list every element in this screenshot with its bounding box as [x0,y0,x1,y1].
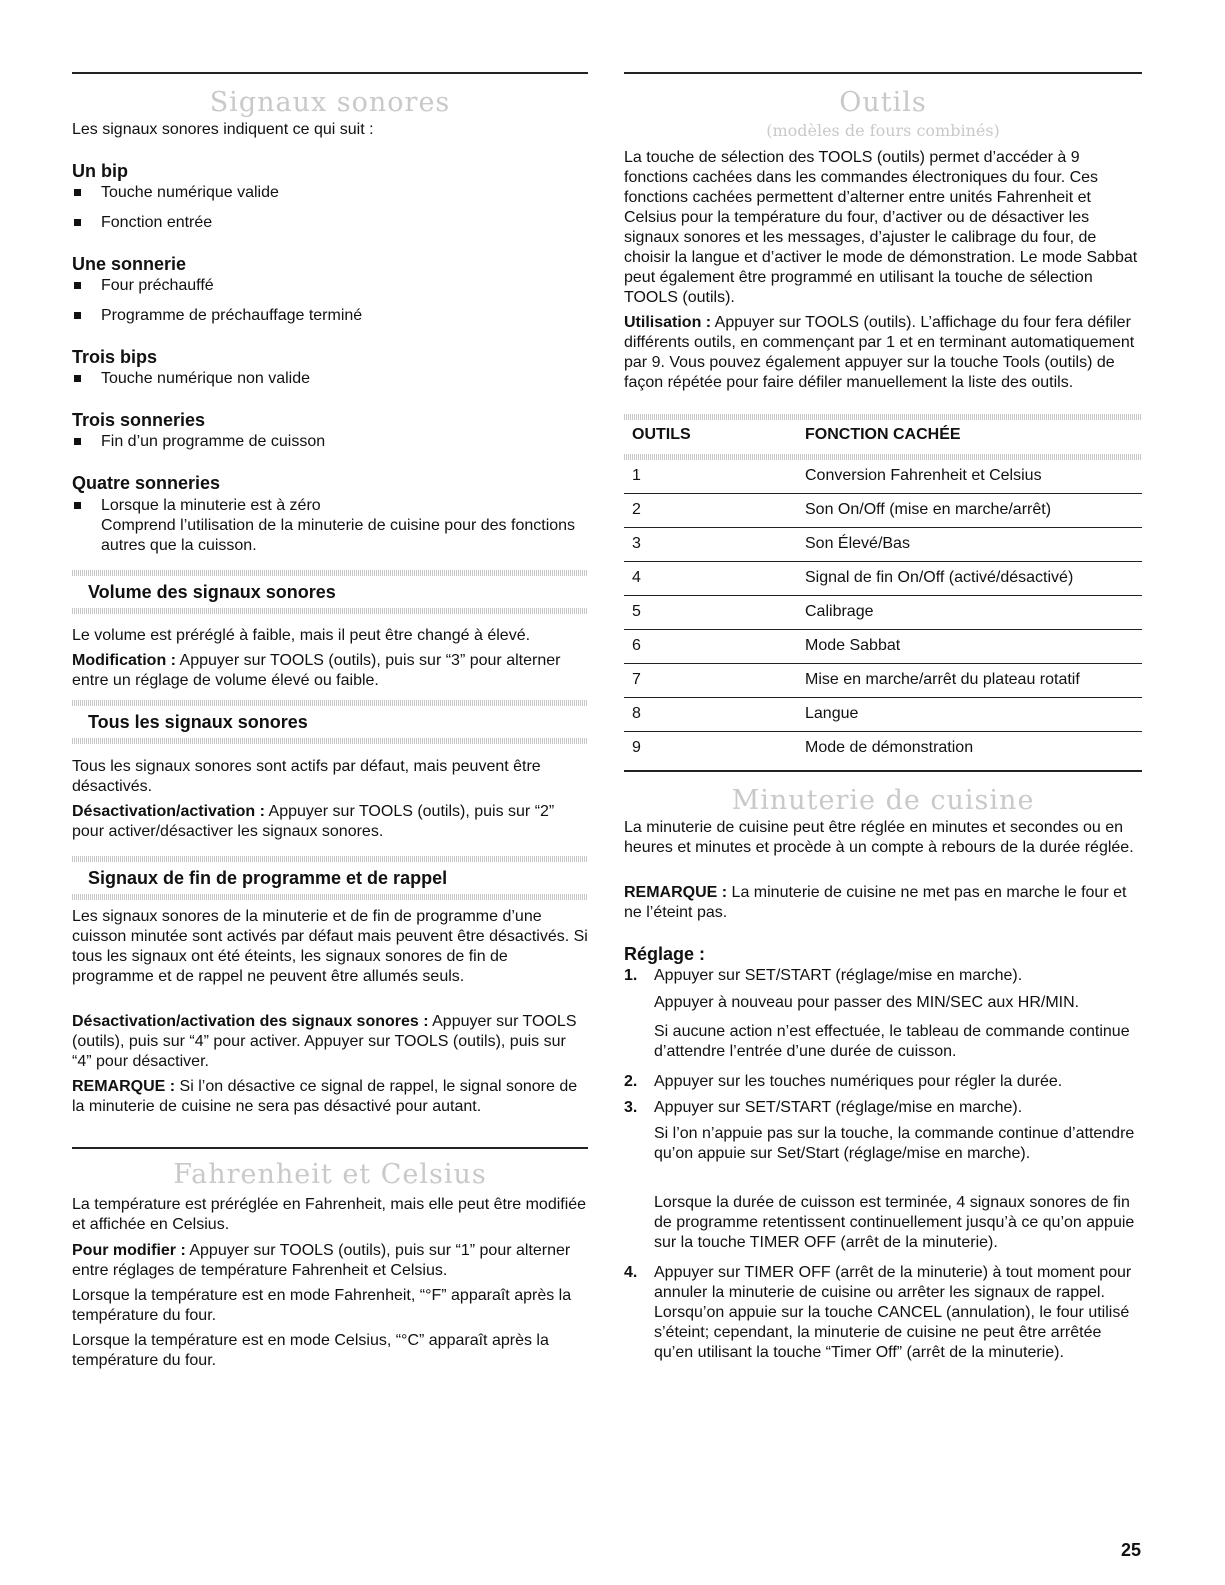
step-text: Appuyer sur SET/START (réglage/mise en marche). [654,1099,1023,1116]
fahrenheit-p4: Lorsque la température est en mode Celsius, “°C” apparaît après la température du four. [72,1332,549,1369]
step-detail: Appuyer à nouveau pour passer des MIN/SEC aux HR/MIN. [654,994,1080,1011]
fin-p1: Les signaux sonores de la minuterie et de fin de programme d’une cuisson minutée sont activés par défaut mais peuvent être désactivés. Si tous les signaux ont été éteints, les signaux sonores de fin de programme et de rappel ne peuvent être allumés seuls. [72,908,588,985]
table-row: 5 Calibrage [624,596,1142,630]
section-rule [624,770,1142,772]
hatch-divider [72,738,588,744]
reglage-heading: Réglage : [624,944,706,964]
header-outils: OUTILS [632,426,691,443]
group-heading-trois-bips: Trois bips [72,347,158,367]
section-rule [624,72,1142,74]
table-row: 1 Conversion Fahrenheit et Celsius [624,460,1142,494]
minuterie-title: Minuterie de cuisine [731,785,1035,816]
fahrenheit-title: Fahrenheit et Celsius [173,1159,487,1190]
group-heading-un-bip: Un bip [72,161,128,181]
signaux-intro: Les signaux sonores indiquent ce qui suit : [72,121,374,138]
volume-p2: Modification : Appuyer sur TOOLS (outils), puis sur “3” pour alterner entre un réglage de volume élevé ou faible. [72,652,561,689]
page-number: 25 [1120,1540,1141,1560]
list-item-detail: Comprend l’utilisation de la minuterie de cuisine pour des fonctions autres que la cuisson. [101,517,576,554]
minuterie-p2: REMARQUE : La minuterie de cuisine ne met pas en marche le four et ne l’éteint pas. [624,884,1127,921]
tools-table [624,414,1142,765]
outils-title: Outils [839,87,927,118]
outils-subtitle: (modèles de fours combinés) [766,121,1000,140]
tous-subheading: Tous les signaux sonores [72,700,588,744]
bullet-square-icon [74,219,81,226]
volume-p1: Le volume est préréglé à faible, mais il peut être changé à élevé. [72,627,531,644]
step-detail: Lorsque la durée de cuisson est terminée, 4 signaux sonores de fin de programme retentissent continuellement jusqu’à ce qu’on appuie sur la touche TIMER OFF (arrêt de la minuterie). [654,1194,1135,1251]
outils-p2: Utilisation : Appuyer sur TOOLS (outils). L’affichage du four fera défiler différents outils, en commençant par 1 et en terminant automatiquement par 9. Vous pouvez également appuyer sur la touche Tools (outils) de façon répétée pour faire défiler manuellement la liste des outils. [624,314,1135,391]
fahrenheit-p3: Lorsque la température est en mode Fahrenheit, “°F” apparaît après la température du four. [72,1287,572,1324]
step-detail: Si l’on n’appuie pas sur la touche, la commande continue d’attendre qu’on appuie sur Set/Start (réglage/mise en marche). [654,1125,1135,1162]
hatch-divider [72,608,588,614]
table-row: 7 Mise en marche/arrêt du plateau rotatif [624,664,1142,698]
table-row: 6 Mode Sabbat [624,630,1142,664]
fin-subheading: Signaux de fin de programme et de rappel [72,856,588,900]
group-heading-quatre-sonneries: Quatre sonneries [72,473,221,493]
fahrenheit-p2: Pour modifier : Appuyer sur TOOLS (outils), puis sur “1” pour alterner entre réglages de température Fahrenheit et Celsius. [72,1242,571,1279]
bullet-square-icon [74,438,81,445]
group-heading-une-sonnerie: Une sonnerie [72,254,187,274]
bullet-square-icon [74,282,81,289]
table-row: 9 Mode de démonstration [632,739,974,756]
step-text: Appuyer sur TIMER OFF (arrêt de la minuterie) à tout moment pour annuler la minuterie de cuisine ou arrêter les signaux de rappel. Lorsqu’on appuie sur la touche CANCEL (annulation), le four utilisé s’éteint; cependant, la minuterie de cuisine ne peut être arrêtée qu’en utilisant la touche “Timer Off” (arrêt de la minuterie). [654,1264,1132,1361]
bullet-square-icon [74,502,81,509]
table-row: 2 Son On/Off (mise en marche/arrêt) [624,494,1142,528]
signaux-title: Signaux sonores [209,87,451,118]
volume-subheading: Volume des signaux sonores [72,570,588,614]
hatch-divider [72,894,588,900]
section-rule [72,72,588,74]
step-number: 1. [624,967,638,984]
fin-p2: Désactivation/activation des signaux sonores : Appuyer sur TOOLS (outils), puis sur “4” pour activer. Appuyer sur TOOLS (outils), puis sur “4” pour désactiver. [72,1013,577,1070]
table-header [624,420,1142,454]
step-number: 2. [624,1073,638,1090]
minuterie-p1: La minuterie de cuisine peut être réglée en minutes et secondes ou en heures et minutes et procède à un compte à rebours de la durée réglée. [624,819,1134,856]
step-text: Appuyer sur les touches numériques pour régler la durée. [654,1073,1063,1090]
step-text: Appuyer sur SET/START (réglage/mise en marche). [654,967,1023,984]
bullet-square-icon [74,312,81,319]
step-detail: Si aucune action n’est effectuée, le tableau de commande continue d’attendre l’entrée d’une durée de cuisson. [654,1023,1130,1060]
fahrenheit-p1: La température est préréglée en Fahrenheit, mais elle peut être modifiée et affichée en Celsius. [72,1196,587,1233]
bullet-square-icon [74,375,81,382]
table-row: 3 Son Élevé/Bas [624,528,1142,562]
tous-p1: Tous les signaux sonores sont actifs par défaut, mais peuvent être désactivés. [72,758,541,795]
table-row: 8 Langue [624,698,1142,732]
section-rule [72,1147,588,1149]
outils-p1: La touche de sélection des TOOLS (outils) permet d’accéder à 9 fonctions cachées dans les commandes électroniques du four. Ces fonctions cachées permettent d’alterner entre unités Fahrenheit et Celsius pour la température du four, d’activer ou de désactiver les signaux sonores et les messages, d’ajuster le calibrage du four, de choisir la langue et d’activer le mode de démonstration. Le mode Sabbat peut également être programmé en utilisant la touche de sélection TOOLS (outils). [624,149,1138,306]
table-row: 4 Signal de fin On/Off (activé/désactivé) [624,562,1142,596]
fin-p3: REMARQUE : Si l’on désactive ce signal de rappel, le signal sonore de la minuterie de cuisine ne sera pas désactivé pour autant. [72,1078,578,1115]
step-number: 4. [624,1264,638,1281]
tous-p2: Désactivation/activation : Appuyer sur TOOLS (outils), puis sur “2” pour activer/désactiver les signaux sonores. [72,803,555,840]
step-number: 3. [624,1099,638,1116]
bullet-square-icon [74,189,81,196]
group-heading-trois-sonneries: Trois sonneries [72,410,206,430]
header-fonction: FONCTION CACHÉE [805,426,961,443]
